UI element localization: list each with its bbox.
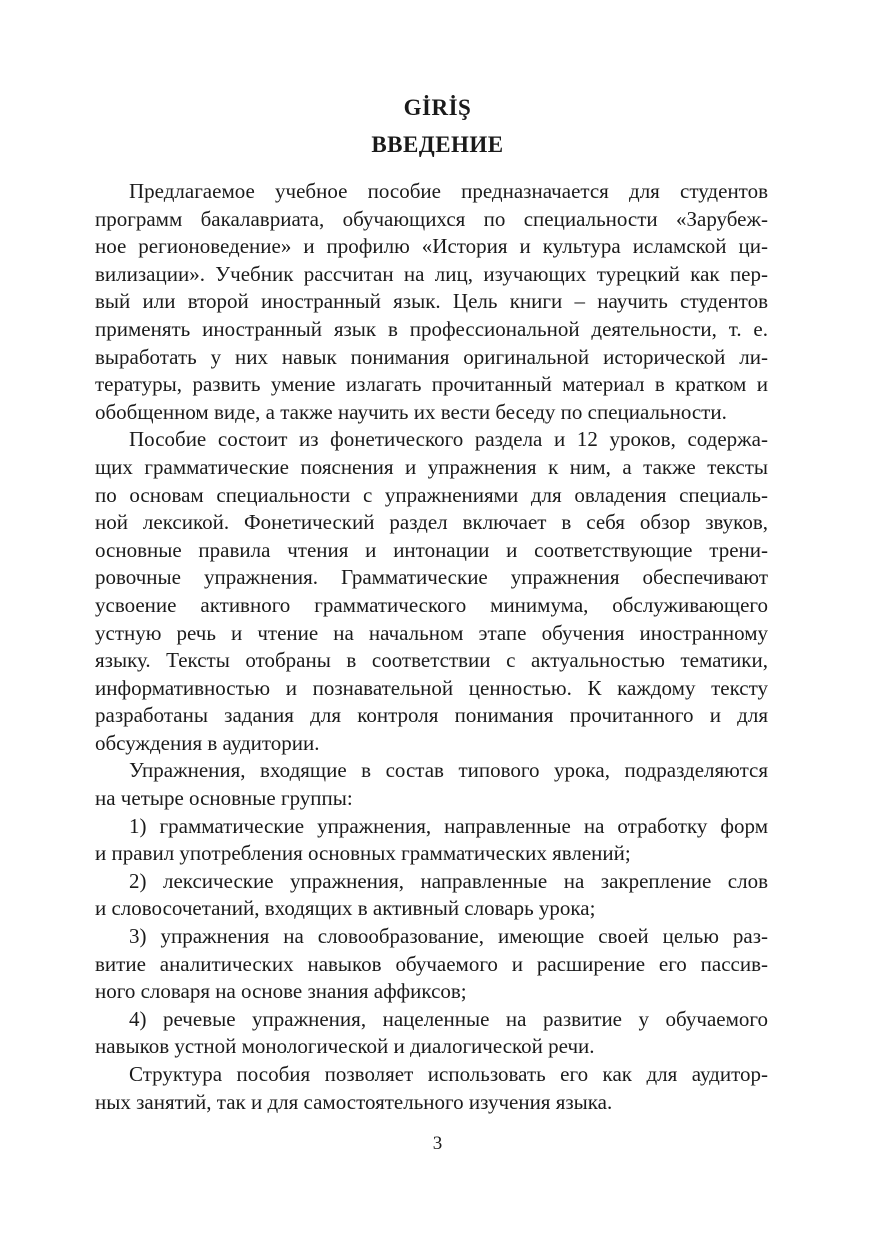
text-line: и словосочетаний, входящих в активный словарь урока; [95, 896, 596, 921]
text-line: 1) грамматические упражнения, направленные на отработку форм [129, 813, 768, 838]
text-line: обобщенном виде, а также научить их вести беседу по специальности. [95, 399, 727, 424]
text-line: ных занятий, так и для самостоятельного изучения языка. [95, 1089, 613, 1114]
text-line: разработаны задания для контроля понимания прочитанного и для [95, 703, 768, 728]
text-line: витие аналитических навыков обучаемого и расширение его пассив- [95, 951, 768, 976]
text-line: 3) упражнения на словообразование, имеющие своей целью раз- [129, 924, 768, 949]
text-line: обсуждения в аудитории. [95, 730, 320, 755]
text-line: и правил употребления основных грамматических явлений; [95, 841, 631, 866]
text-line: языку. Тексты отобраны в соответствии с актуальностью тематики, [95, 648, 768, 673]
text-line: усвоение активного грамматического минимума, обслуживающего [95, 592, 768, 617]
text-line: информативностью и познавательной ценностью. К каждому тексту [95, 675, 768, 700]
text-line: основные правила чтения и интонации и соответствующие трени- [95, 537, 768, 562]
text-line: Пособие состоит из фонетического раздела и 12 уроков, содержа- [129, 427, 768, 452]
text-line: Структура пособия позволяет использовать его как для аудитор- [129, 1062, 768, 1086]
text-line: 4) речевые упражнения, нацеленные на развитие у обучаемого [129, 1006, 768, 1031]
text-line: ной лексикой. Фонетический раздел включает в себя обзор звуков, [95, 510, 768, 535]
title-turkish: GİRİŞ [403, 95, 472, 120]
text-line: щих грамматические пояснения и упражнения к ним, а также тексты [95, 454, 768, 479]
text-line: применять иностранный язык в профессиональной деятельности, т. е. [95, 316, 768, 341]
text-line: вый или второй иностранный язык. Цель книги – научить студентов [95, 289, 768, 314]
text-line: ровочные упражнения. Грамматические упражнения обеспечивают [95, 565, 768, 590]
text-line: на четыре основные группы: [95, 786, 353, 811]
text-line: 2) лексические упражнения, направленные на закрепление слов [129, 868, 768, 893]
body-text [95, 178, 768, 1116]
text-line: программ бакалавриата, обучающихся по специальности «Зарубеж- [95, 206, 768, 231]
text-line: ного словаря на основе знания аффиксов; [95, 979, 467, 1004]
page-number: 3 [432, 1133, 443, 1154]
text-line: вилизации». Учебник рассчитан на лиц, изучающих турецкий как пер- [95, 261, 768, 286]
text-line: ное регионоведение» и профилю «История и культура исламской ци- [95, 234, 768, 259]
text-line: навыков устной монологической и диалогической речи. [95, 1034, 595, 1059]
text-line: по основам специальности с упражнениями для овладения специаль- [95, 482, 768, 507]
text-line: устную речь и чтение на начальном этапе обучения иностранному [95, 620, 768, 645]
text-line: выработать у них навык понимания оригинальной исторической ли- [95, 344, 768, 369]
text-line: тературы, развить умение излагать прочитанный материал в кратком и [95, 372, 768, 397]
title-russian: ВВЕДЕНИЕ [371, 132, 504, 157]
text-line: Предлагаемое учебное пособие предназначается для студентов [129, 179, 768, 203]
text-line: Упражнения, входящие в состав типового урока, подразделяются [129, 758, 768, 783]
